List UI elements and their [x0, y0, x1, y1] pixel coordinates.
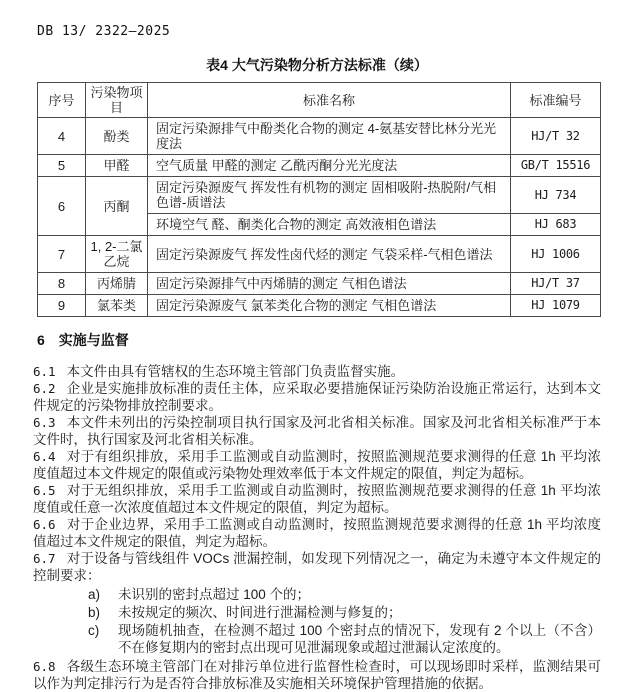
- cell-no: 5: [38, 155, 86, 177]
- list-item-b: [88, 604, 601, 621]
- clause-text: 各级生态环境主管部门在对排污单位进行监督性检查时，可以现场即时采样，监测结果可以作为判定排污行为是否符合排放标准及实施相关环境保护管理措施的依据。: [33, 659, 601, 691]
- clause-6-8: [33, 658, 601, 692]
- cell-standard-name: 固定污染源排气中丙烯腈的测定 气相色谱法: [148, 273, 511, 295]
- column-header-no: 序号: [38, 83, 86, 118]
- cell-standard-code: HJ/T 32: [511, 118, 601, 155]
- cell-no: 9: [38, 295, 86, 317]
- cell-standard-code: HJ 1079: [511, 295, 601, 317]
- document-number: DB 13/ 2322—2025: [37, 24, 171, 39]
- cell-pollutant: 1, 2-二氯乙烷: [86, 236, 148, 273]
- clause-number: 6.5: [33, 483, 56, 498]
- column-header-standard-code: 标准编号: [511, 83, 601, 118]
- list-item-marker: b): [88, 605, 101, 620]
- table-row: [38, 295, 601, 317]
- cell-pollutant: 甲醛: [86, 155, 148, 177]
- clause-6-4: [33, 448, 601, 482]
- table-row: [38, 177, 601, 214]
- table-row: [38, 273, 601, 295]
- cell-pollutant: 丙酮: [86, 177, 148, 236]
- clause-text: 对于有组织排放，采用手工监测或自动监测时，按照监测规范要求测得的任意 1h 平均浓度值超过本文件规定的限值或污染物处理效率低于本文件规定的限值，判定为超标。: [33, 449, 601, 481]
- cell-standard-name: 固定污染源废气 挥发性有机物的测定 固相吸附-热脱附/气相色谱-质谱法: [148, 177, 511, 214]
- clause-number: 6.8: [33, 659, 56, 674]
- clause-number: 6.1: [33, 364, 56, 379]
- clause-number: 6.7: [33, 551, 56, 566]
- column-header-pollutant: 污染物项目: [86, 83, 148, 118]
- cell-standard-code: HJ/T 37: [511, 273, 601, 295]
- clause-6-5: [33, 482, 601, 516]
- clauses-block: [33, 363, 601, 692]
- section-title: 实施与监督: [58, 332, 129, 348]
- list-item-c: [88, 622, 601, 656]
- table-row: [38, 155, 601, 177]
- table-title: 表4 大气污染物分析方法标准（续）: [206, 57, 428, 73]
- list-item-marker: c): [88, 623, 100, 638]
- cell-standard-name: 固定污染源废气 挥发性卤代烃的测定 气袋采样-气相色谱法: [148, 236, 511, 273]
- clause-number: 6.6: [33, 517, 56, 532]
- column-header-standard-name: 标准名称: [148, 83, 511, 118]
- cell-pollutant: 丙烯腈: [86, 273, 148, 295]
- cell-no: 7: [38, 236, 86, 273]
- cell-pollutant: 氯苯类: [86, 295, 148, 317]
- list-item-text: 现场随机抽查，在检测不超过 100 个密封点的情况下，发现有 2 个以上（不含）不在修复期内的密封点出现可见泄漏现象或超过泄漏认定浓度的。: [118, 623, 601, 655]
- cell-standard-code: HJ 683: [511, 214, 601, 236]
- cell-standard-name: 固定污染源废气 氯苯类化合物的测定 气相色谱法: [148, 295, 511, 317]
- section-number: 6: [37, 332, 45, 348]
- clause-text: 企业是实施排放标准的责任主体，应采取必要措施保证污染防治设施正常运行，达到本文件规定的污染物排放控制要求。: [33, 381, 601, 413]
- clause-6-1: [33, 363, 601, 380]
- section-heading: [37, 330, 601, 350]
- clause-text: 本文件由具有管辖权的生态环境主管部门负责监督实施。: [66, 364, 405, 379]
- table-row: [38, 236, 601, 273]
- clause-6-7: [33, 550, 601, 584]
- clause-6-2: [33, 380, 601, 414]
- clause-6-6: [33, 516, 601, 550]
- cell-standard-name: 固定污染源排气中酚类化合物的测定 4-氨基安替比林分光光度法: [148, 118, 511, 155]
- list-item-marker: a): [88, 587, 101, 602]
- table-row: [38, 118, 601, 155]
- clause-number: 6.3: [33, 415, 56, 430]
- list-item-a: [88, 586, 601, 603]
- list-item-text: 未按规定的频次、时间进行泄漏检测与修复的；: [118, 605, 402, 620]
- cell-standard-name: 空气质量 甲醛的测定 乙酰丙酮分光光度法: [148, 155, 511, 177]
- cell-no: 8: [38, 273, 86, 295]
- table-header-row: [38, 83, 601, 118]
- list-item-text: 未识别的密封点超过 100 个的；: [118, 587, 311, 602]
- clause-text: 对于设备与管线组件 VOCs 泄漏控制，如发现下列情况之一，确定为未遵守本文件规定的控制要求：: [33, 551, 601, 583]
- clause-number: 6.2: [33, 381, 56, 396]
- analysis-methods-table: [37, 82, 601, 317]
- cell-no: 6: [38, 177, 86, 236]
- clause-text: 本文件未列出的污染控制项目执行国家及河北省相关标准。国家及河北省相关标准严于本文件时，执行国家及河北省相关标准。: [33, 415, 601, 447]
- clause-6-7-sublist: [88, 586, 601, 656]
- cell-standard-code: GB/T 15516: [511, 155, 601, 177]
- cell-pollutant: 酚类: [86, 118, 148, 155]
- clause-number: 6.4: [33, 449, 56, 464]
- cell-standard-name: 环境空气 醛、酮类化合物的测定 高效液相色谱法: [148, 214, 511, 236]
- cell-standard-code: HJ 734: [511, 177, 601, 214]
- clause-6-3: [33, 414, 601, 448]
- cell-standard-code: HJ 1006: [511, 236, 601, 273]
- clause-text: 对于企业边界，采用手工监测或自动监测时，按照监测规范要求测得的任意 1h 平均浓度值超过本文件规定的限值，判定为超标。: [33, 517, 601, 549]
- clause-text: 对于无组织排放，采用手工监测或自动监测时，按照监测规范要求测得的任意 1h 平均浓度值或任意一次浓度值超过本文件规定的限值，判定为超标。: [33, 483, 601, 515]
- cell-no: 4: [38, 118, 86, 155]
